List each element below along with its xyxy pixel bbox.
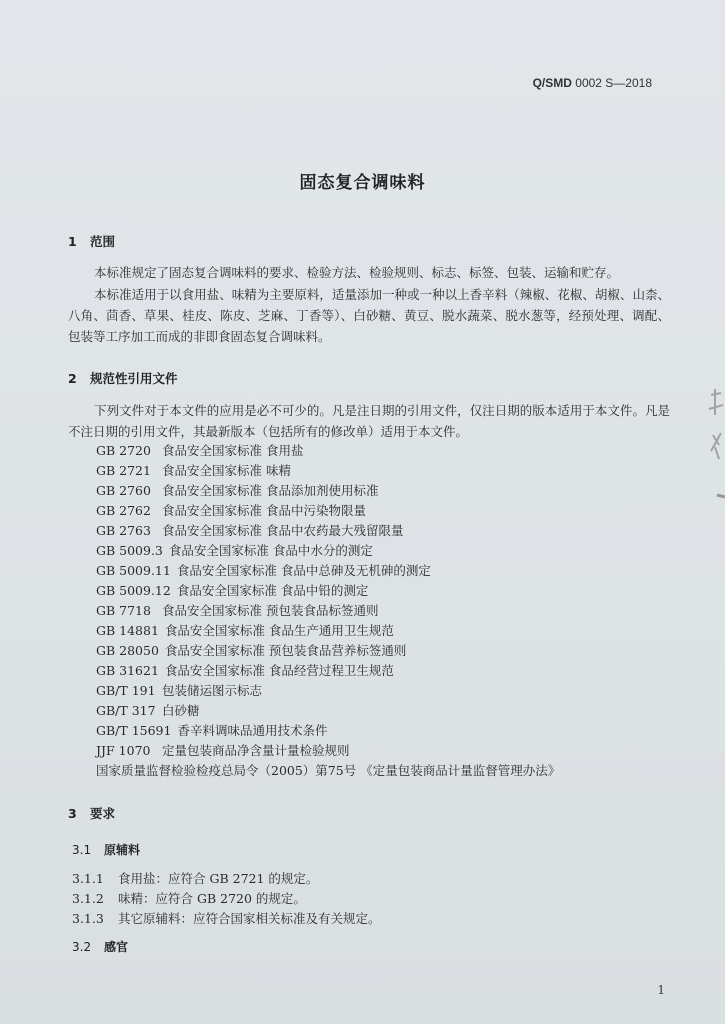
reference-item: GB 2721 食品安全国家标准 味精 [96,463,291,478]
reference-item: GB 2763 食品安全国家标准 食品中农药最大残留限量 [96,523,404,538]
requirement-item: 3.1.1 食用盐：应符合 GB 2721 的规定。 [72,871,319,886]
section-1-heading: 1 范围 [68,234,116,249]
reference-item: GB/T 191 包装储运图示标志 [96,683,263,698]
section-1-paragraph-1: 本标准规定了固态复合调味料的要求、检验方法、检验规则、标志、标签、包装、运输和贮存。 [94,265,620,280]
page-number: 1 [657,983,665,997]
stamp-bleed-mark [705,385,725,520]
section-2-heading: 2 规范性引用文件 [68,371,178,386]
reference-item: GB/T 15691 香辛料调味品通用技术条件 [96,723,328,738]
reference-item: GB 2762 食品安全国家标准 食品中污染物限量 [96,503,366,518]
reference-item: GB 7718 食品安全国家标准 预包装食品标签通则 [96,603,379,618]
reference-list [96,441,560,781]
reference-item: JJF 1070 定量包装商品净含量计量检验规则 [96,743,350,758]
section-2-intro: 下列文件对于本文件的应用是必不可少的。凡是注日期的引用文件，仅注日期的版本适用于本文件。凡是不注日期的引用文件，其最新版本（包括所有的修改单）适用于本文件。 [68,403,670,439]
document-title: 固态复合调味料 [299,173,426,193]
reference-item: GB 5009.3 食品安全国家标准 食品中水分的测定 [96,543,373,558]
reference-item: GB 5009.12 食品安全国家标准 食品中铅的测定 [96,583,369,598]
reference-item: GB 2760 食品安全国家标准 食品添加剂使用标准 [96,483,379,498]
reference-item: GB 2720 食品安全国家标准 食用盐 [96,443,304,458]
section-3-heading: 3 要求 [68,806,116,821]
requirement-item: 3.1.2 味精：应符合 GB 2720 的规定。 [72,891,306,906]
section-1-paragraph-2: 本标准适用于以食用盐、味精为主要原料，适量添加一种或一种以上香辛料（辣椒、花椒、胡椒、山柰、八角、茴香、草果、桂皮、陈皮、芝麻、丁香等）、白砂糖、黄豆、脱水蔬菜、脱水葱等，经预处理、调配、包装等工序加工而成的非即食固态复合调味料。 [68,287,670,344]
subsection-3-2-heading: 3.2 感官 [72,940,129,954]
reference-item: GB 14881 食品安全国家标准 食品生产通用卫生规范 [96,623,394,638]
subsection-3-1-heading: 3.1 原辅料 [72,843,141,857]
reference-item: GB 28050 食品安全国家标准 预包装食品营养标签通则 [96,643,407,658]
reference-item: GB/T 317 白砂糖 [96,703,200,718]
reference-item: 国家质量监督检验检疫总局令（2005）第75号 《定量包装商品计量监督管理办法》 [96,763,561,778]
reference-item: GB 5009.11 食品安全国家标准 食品中总砷及无机砷的测定 [96,563,431,578]
reference-item: GB 31621 食品安全国家标准 食品经营过程卫生规范 [96,663,394,678]
document-code: Q/SMD 0002 S—2018 [532,76,652,90]
requirement-item: 3.1.3 其它原辅料：应符合国家相关标准及有关规定。 [72,911,381,926]
